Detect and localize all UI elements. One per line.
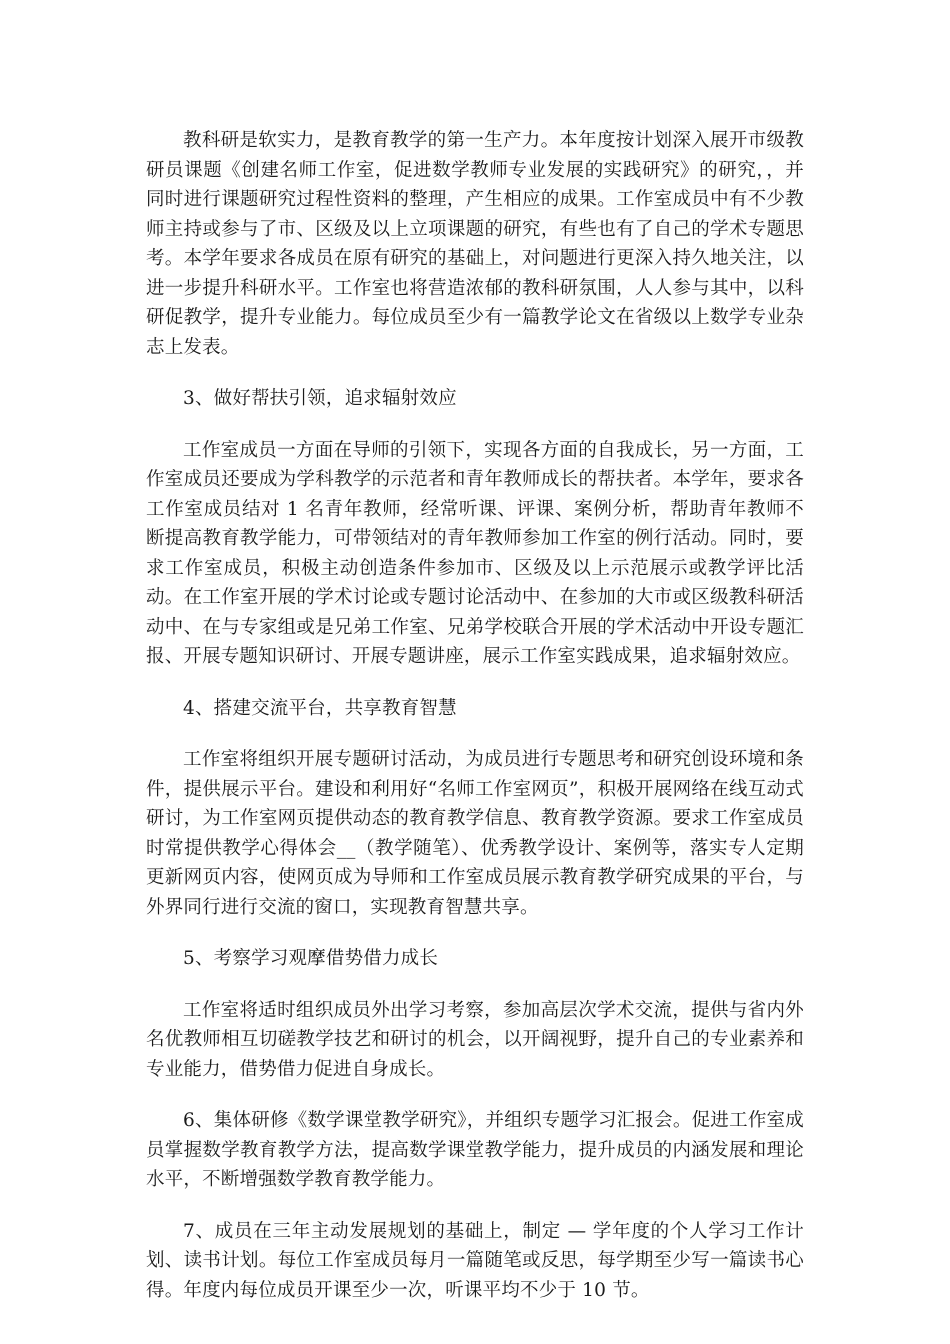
paragraph-mentoring: 工作室成员一方面在导师的引领下，实现各方面的自我成长，另一方面，工作室成员还要成为学科教学的示范者和青年教师成长的帮扶者。本学年，要求各工作室成员结对 1 名青年教师，经常听课、评课、案例分析，帮助青年教师不断提高教育教学能力，可带领结对的青年教师参加工作室的例行活动。同时，要求工作室成员，积极主动创造条件参加市、区级及以上示范展示或教学评比活动。在工作室开展的学术讨论或专题讨论活动中、在参加的大市或区级教科研活动中、在与专家组或是兄弟工作室、兄弟学校联合开展的学术活动中开设专题汇报、开展专题知识研讨、开展专题讲座，展示工作室实践成果，追求辐射效应。 [146, 439, 804, 667]
paragraph-collective-study: 6、集体研修《数学课堂教学研究》，并组织专题学习汇报会。促进工作室成员掌握数学教育教学方法，提高数学课堂教学能力，提升成员的内涵发展和理论水平，不断增强数学教育教学能力。 [146, 1110, 804, 1190]
document-body [146, 126, 804, 1327]
paragraph-exchange-platform: 工作室将组织开展专题研讨活动，为成员进行专题思考和研究创设环境和条件，提供展示平台。建设和利用好“名师工作室网页”，积极开展网络在线互动式研讨，为工作室网页提供动态的教育教学信息、教育教学资源。要求工作室成员时常提供教学心得体会__（教学随笔）、优秀教学设计、案例等，落实专人定期更新网页内容，使网页成为导师和工作室成员展示教育教学研究成果的平台，与外界同行进行交流的窗口，实现教育智慧共享。 [146, 749, 804, 918]
paragraph-study-visits: 工作室将适时组织成员外出学习考察，参加高层次学术交流，提供与省内外名优教师相互切磋教学技艺和研讨的机会，以开阔视野，提升自己的专业素养和专业能力，借势借力促进自身成长。 [146, 999, 804, 1080]
heading-section-5: 5、考察学习观摩借势借力成长 [183, 948, 439, 969]
heading-section-4: 4、搭建交流平台，共享教育智慧 [183, 697, 457, 719]
heading-section-3: 3、做好帮扶引领，追求辐射效应 [183, 388, 457, 409]
paragraph-development-plan: 7、成员在三年主动发展规划的基础上，制定 — 学年度的个人学习工作计划、读书计划。每位工作室成员每月一篇随笔或反思，每学期至少写一篇读书心得。年度内每位成员开课至少一次，听课平均不少于 10 节。 [146, 1220, 804, 1301]
paragraph-research: 教科研是软实力，是教育教学的第一生产力。本年度按计划深入展开市级教研员课题《创建名师工作室，促进数学教师专业发展的实践研究》的研究，，并同时进行课题研究过程性资料的整理，产生相应的成果。工作室成员中有不少教师主持或参与了市、区级及以上立项课题的研究，有些也有了自己的学术专题思考。本学年要求各成员在原有研究的基础上，对问题进行更深入持久地关注，以进一步提升科研水平。工作室也将营造浓郁的教科研氛围，人人参与其中，以科研促教学，提升专业能力。每位成员至少有一篇教学论文在省级以上数学专业杂志上发表。 [146, 130, 804, 358]
